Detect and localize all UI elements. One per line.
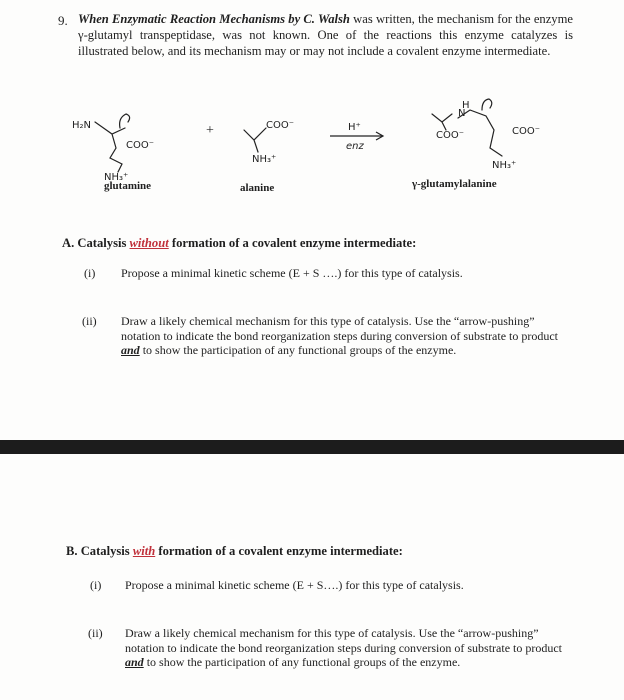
part-b-item-2-text — [125, 626, 563, 670]
alanine-structure — [244, 128, 266, 152]
glutamylalanine-label: γ-glutamylalanine — [412, 178, 497, 190]
product-nh3-label: NH₃⁺ — [492, 160, 517, 171]
reaction-drawing — [0, 92, 624, 202]
part-a-item-2-text-before: Draw a likely chemical mechanism for this type of catalysis. Use the “arrow-pushing” notation to indicate the bond reorganization steps during conversion of substrate to product — [121, 314, 559, 343]
worksheet-page-bottom — [0, 454, 624, 700]
part-a-heading-rest: formation of a covalent enzyme intermediate: — [168, 236, 417, 250]
amide-h-label: H — [462, 100, 470, 111]
question-title: When Enzymatic Reaction Mechanisms by C. Walsh — [78, 12, 350, 26]
arrow-bottom-label: enz — [346, 141, 364, 152]
coo-label: COO⁻ — [126, 140, 155, 151]
h2n-label: H₂N — [72, 120, 92, 131]
part-b-letter: B. Catalysis — [66, 544, 133, 558]
part-b-heading — [66, 544, 403, 559]
question-intro — [78, 11, 573, 59]
part-a-item-1-text: Propose a minimal kinetic scheme (E + S ….) for this type of catalysis. — [121, 266, 463, 280]
arrow-top-label: H⁺ — [348, 122, 361, 133]
product-coo-left-label: COO⁻ — [436, 130, 465, 141]
product-coo-right-label: COO⁻ — [512, 126, 541, 137]
question-intro-text: was written, the mechanism for the enzyme γ-glutamyl transpeptidase, was not known. One of the reactions this enzyme catalyzes is illustrated below, and its mechanism may or may not include a covalent enzyme intermediate. — [78, 12, 573, 58]
part-a-item-1-number: (i) — [84, 266, 96, 280]
glutamine-label: glutamine — [104, 180, 152, 192]
plus-sign: + — [206, 123, 214, 138]
question-number: 9. — [58, 13, 68, 28]
part-b-item-1-number: (i) — [90, 578, 102, 592]
part-b-item-2-number: (ii) — [88, 626, 103, 640]
reaction-scheme — [0, 92, 624, 202]
part-b-item-2-text-before: Draw a likely chemical mechanism for this type of catalysis. Use the “arrow-pushing” notation to indicate the bond reorganization steps during conversion of substrate to product — [125, 626, 563, 655]
part-a-item-2-emphasis: and — [121, 343, 140, 357]
part-a-item-2-text-after: to show the participation of any functional groups of the enzyme. — [139, 343, 457, 357]
part-b-heading-rest: formation of a covalent enzyme intermediate: — [155, 544, 403, 558]
alanine-nh3-label: NH₃⁺ — [252, 154, 277, 165]
part-b-item-1-text: Propose a minimal kinetic scheme (E + S….) for this type of catalysis. — [125, 578, 464, 592]
part-b-item-2-emphasis: and — [125, 655, 144, 669]
alanine-label: alanine — [240, 182, 275, 194]
amide-n-label: N — [458, 108, 466, 119]
page-divider — [0, 440, 624, 454]
part-b-emphasis: with — [132, 544, 156, 558]
glutamine-structure — [95, 114, 130, 172]
part-a-heading — [62, 236, 416, 251]
part-a-item-2-number: (ii) — [82, 314, 97, 328]
part-a-item-2-text — [121, 314, 561, 358]
part-b-item-2-text-after: to show the participation of any functional groups of the enzyme. — [143, 655, 461, 669]
part-a-letter: A. Catalysis — [62, 236, 130, 250]
alanine-coo-label: COO⁻ — [266, 120, 295, 131]
part-a-emphasis: without — [129, 236, 169, 250]
nh3-label: NH₃⁺ — [104, 172, 129, 183]
